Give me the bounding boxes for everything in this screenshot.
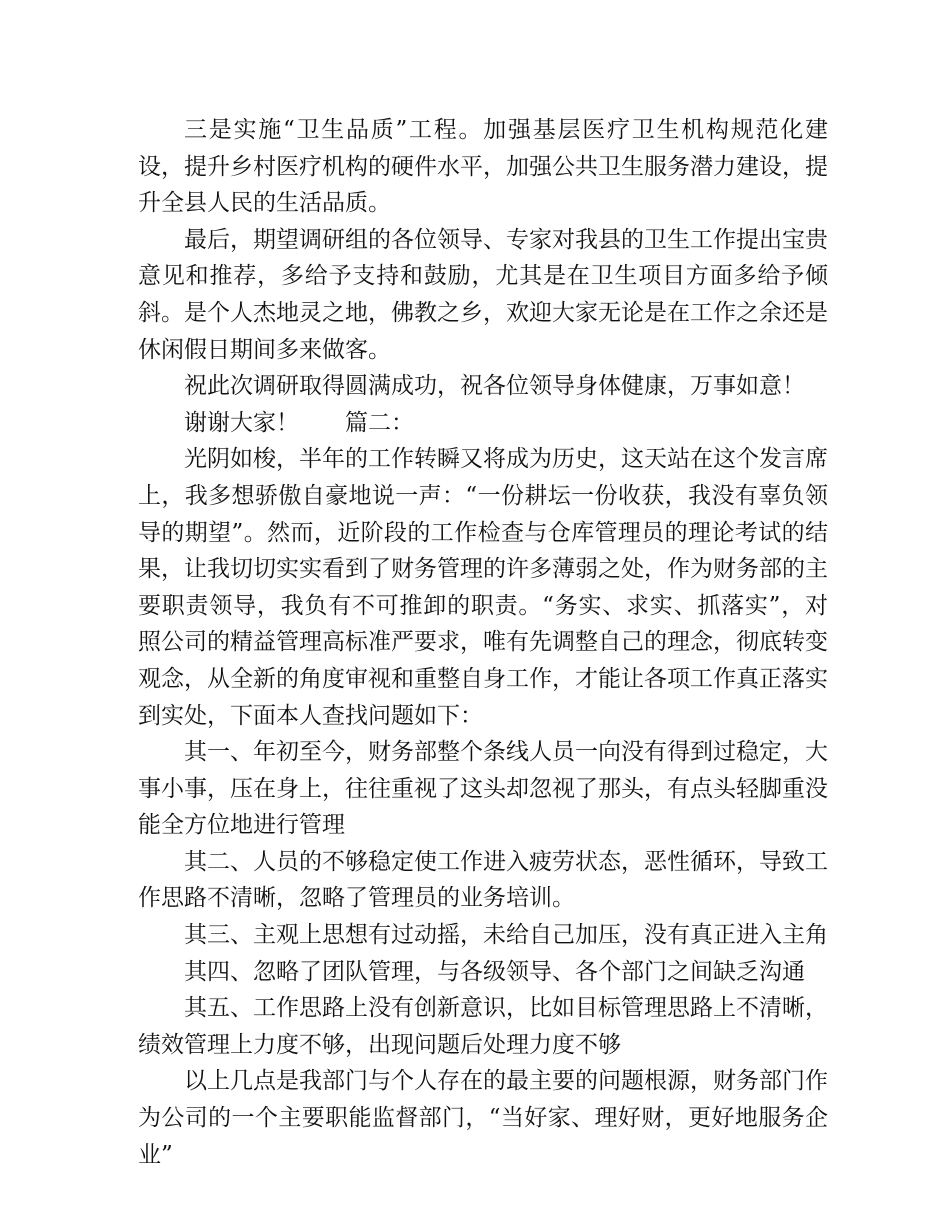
paragraph: 以上几点是我部门与个人存在的最主要的问题根源，财务部门作为公司的一个主要职能监督部门，“当好家、理好财，更好地服务企业” [138,1068,828,1168]
paragraph: 祝此次调研取得圆满成功，祝各位领导身体健康，万事如意！ [184,373,805,400]
paragraph: 其四、忽略了团队管理，与各级领导、各个部门之间缺乏沟通 [184,958,805,985]
paragraph: 其一、年初至今，财务部整个条线人员一向没有得到过稳定，大事小事，压在身上，往往重视了这头却忽视了那头，有点头轻脚重没能全方位地进行管理 [138,739,828,839]
paragraph: 其二、人员的不够稳定使工作进入疲劳状态，恶性循环，导致工作思路不清晰，忽略了管理员的业务培训。 [138,848,828,912]
paragraph: 谢谢大家！ 篇二： [184,409,414,436]
paragraph: 其三、主观上思想有过动摇，未给自己加压，没有真正进入主角 [184,922,828,949]
paragraph: 最后，期望调研组的各位领导、专家对我县的卫生工作提出宝贵意见和推荐，多给予支持和鼓励，尤其是在卫生项目方面多给予倾斜。是个人杰地灵之地，佛教之乡，欢迎大家无论是在工作之余还是休闲假日期间多来做客。 [138,226,828,363]
document-body [138,112,828,1173]
paragraph: 光阴如梭，半年的工作转瞬又将成为历史，这天站在这个发言席上，我多想骄傲自豪地说一声：“一份耕坛一份收获，我没有辜负领导的期望”。然而，近阶段的工作检查与仓库管理员的理论考试的结果，让我切切实实看到了财务管理的许多薄弱之处，作为财务部的主要职责领导，我负有不可推卸的职责。“务实、求实、抓落实”，对照公司的精益管理高标准严要求，唯有先调整自己的理念，彻底转变观念，从全新的角度审视和重整自身工作，才能让各项工作真正落实到实处，下面本人查找问题如下： [138,446,828,729]
paragraph: 其五、工作思路上没有创新意识，比如目标管理思路上不清晰，绩效管理上力度不够，出现问题后处理力度不够 [138,995,828,1058]
paragraph: 三是实施“卫生品质”工程。加强基层医疗卫生机构规范化建设，提升乡村医疗机构的硬件水平，加强公共卫生服务潜力建设，提升全县人民的生活品质。 [138,117,828,217]
